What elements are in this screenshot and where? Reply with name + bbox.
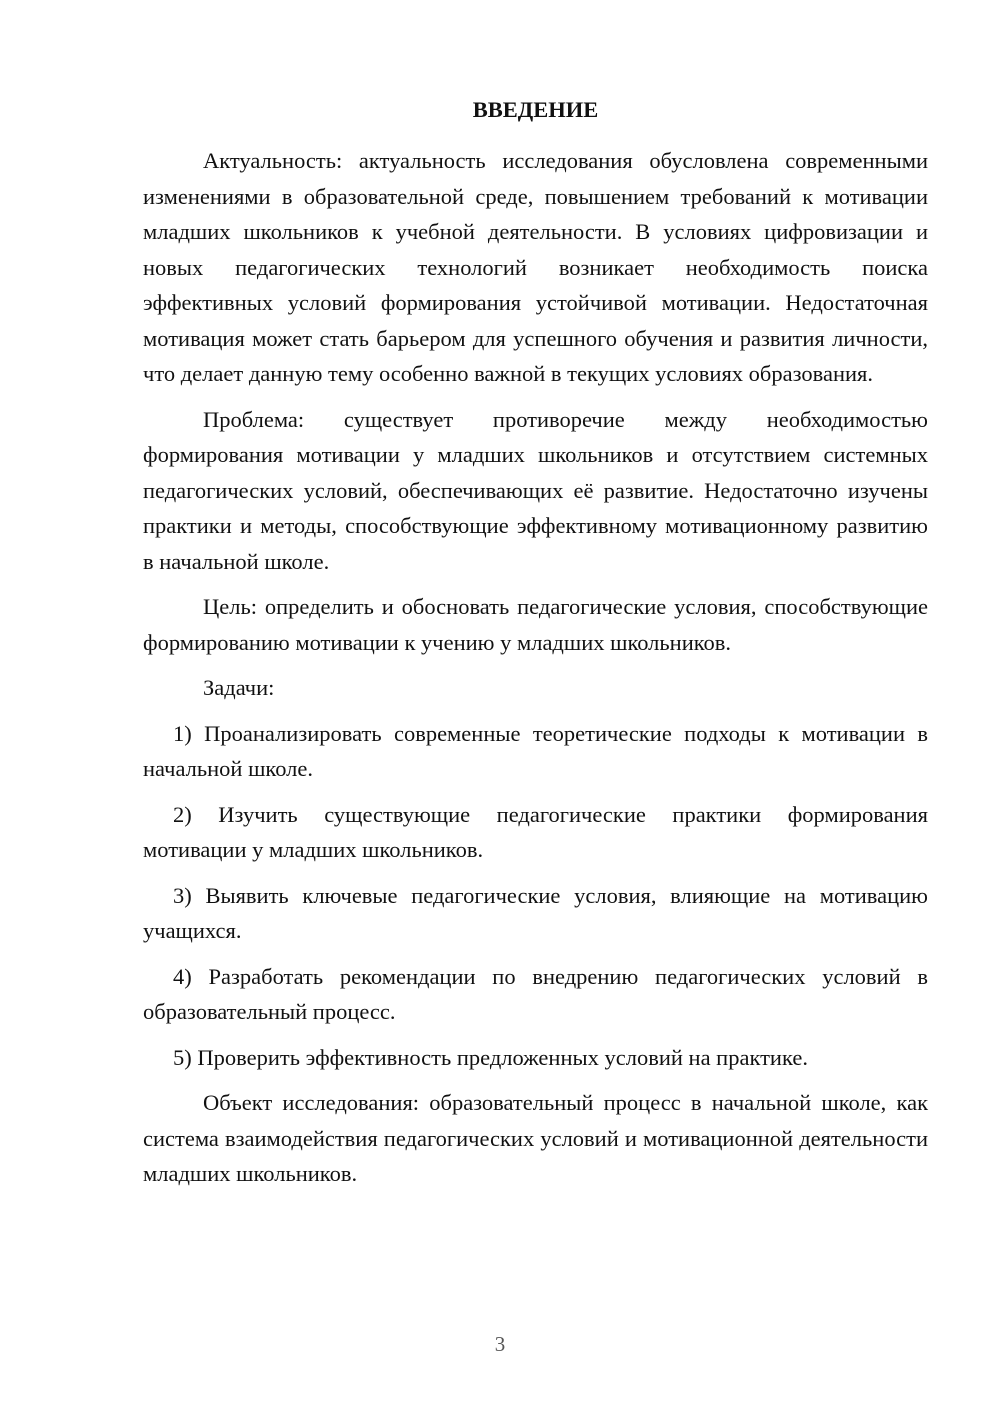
- paragraph-object: Объект исследования: образовательный процесс в начальной школе, как система взаимодействия педагогических условий и мотивационной деятельности младших школьников.: [143, 1090, 928, 1186]
- task-item-4: 4) Разработать рекомендации по внедрению педагогических условий в образовательный процесс.: [143, 963, 928, 1024]
- paragraph-problem: Проблема: существует противоречие между необходимостью формирования мотивации у младших школьников и отсутствием системных педагогических условий, обеспечивающих её развитие. Недостаточно изучены практики и методы, способствующие эффективному мотивационному развитию в начальной школе.: [143, 406, 928, 574]
- paragraph-relevance: Актуальность: актуальность исследования обусловлена современными изменениями в образовательной среде, повышением требований к мотивации младших школьников к учебной деятельности. В условиях цифровизации и новых педагогических технологий возникает необходимость поиска эффективных условий формирования устойчивой мотивации. Недостаточная мотивация может стать барьером для успешного обучения и развития личности, что делает данную тему особенно важной в текущих условиях образования.: [143, 148, 928, 386]
- task-item-5: 5) Проверить эффективность предложенных условий на практике.: [173, 1044, 808, 1070]
- task-item-1: 1) Проанализировать современные теоретические подходы к мотивации в начальной школе.: [143, 720, 928, 781]
- page-number: 3: [494, 1332, 506, 1356]
- task-item-2: 2) Изучить существующие педагогические практики формирования мотивации у младших школьников.: [143, 801, 928, 862]
- tasks-label: Задачи:: [203, 675, 275, 700]
- document-body: [143, 92, 928, 1202]
- task-item-3: 3) Выявить ключевые педагогические условия, влияющие на мотивацию учащихся.: [143, 882, 928, 943]
- section-heading: ВВЕДЕНИЕ: [472, 97, 599, 122]
- paragraph-goal: Цель: определить и обосновать педагогические условия, способствующие формированию мотивации к учению у младших школьников.: [143, 594, 928, 655]
